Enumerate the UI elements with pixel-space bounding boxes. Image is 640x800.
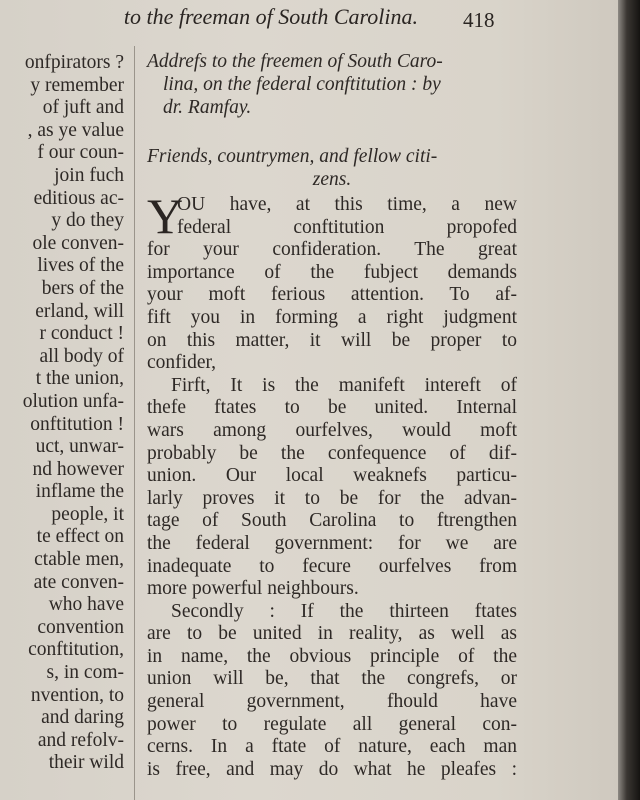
left-column-line: bers of the — [41, 277, 124, 299]
paragraph-1 — [147, 188, 517, 375]
paragraph-line: wars among ourfelves, would moft — [147, 419, 517, 441]
left-column-line: of juft and — [42, 97, 124, 119]
left-column-line: f our coun- — [37, 142, 124, 164]
paragraph-line: cerns. In a ftate of nature, each man — [147, 736, 517, 758]
paragraph-line: fift you in forming a right judgment — [147, 306, 517, 328]
left-column — [0, 52, 124, 775]
left-column-line: convention — [37, 616, 124, 638]
column-divider — [134, 46, 135, 800]
left-column-line: s, in com- — [46, 662, 124, 684]
left-column-line: lives of the — [37, 255, 124, 277]
paragraph-line: power to regulate all general con- — [147, 713, 517, 735]
left-column-line: people, it — [51, 503, 124, 525]
left-column-line: and refolv- — [37, 729, 124, 751]
paragraph-line: union. Our local weaknefs particu- — [147, 465, 517, 487]
paragraph-line: federal conftitution propofed — [177, 216, 517, 238]
paragraph-line: your moft ferious attention. To af- — [147, 284, 517, 306]
paragraph-line: for your confideration. The great — [147, 239, 517, 261]
article-column — [147, 50, 517, 781]
left-column-line: all body of — [39, 345, 124, 367]
left-column-line: onftitution ! — [30, 413, 124, 435]
paragraph-3 — [147, 601, 517, 782]
left-column-line: join fuch — [54, 164, 124, 186]
drop-cap: Y — [147, 188, 184, 244]
paragraph-line: more powerful neighbours. — [147, 578, 359, 600]
salutation-line: zens. — [312, 169, 352, 190]
left-column-line: conftitution, — [28, 639, 124, 661]
paragraph-line: is free, and may do what he pleafes : — [147, 758, 517, 780]
running-head: to the freeman of South Carolina. — [123, 4, 418, 29]
paragraph-2 — [147, 375, 517, 601]
article-title — [147, 50, 517, 119]
left-column-line: ole conven- — [32, 232, 124, 254]
paragraph-line: general government, fhould have — [147, 691, 517, 713]
left-column-line: and daring — [41, 707, 124, 729]
page-edge-shadow — [618, 0, 640, 800]
left-column-line: y do they — [51, 210, 124, 232]
left-column-line: ate conven- — [33, 571, 124, 593]
paragraph-line: union will be, that the congrefs, or — [147, 668, 517, 690]
left-column-line: uct, unwar- — [35, 436, 124, 458]
paragraph-line: tage of South Carolina to ftrengthen — [147, 510, 517, 532]
paragraph-line: thefe ftates to be united. Internal — [147, 397, 517, 419]
left-column-line: olution unfa- — [22, 390, 124, 412]
left-column-line: inflame the — [35, 481, 124, 503]
left-column-line: onfpirators ? — [24, 52, 124, 73]
salutation — [147, 145, 517, 191]
article-title-line: dr. Ramfay. — [163, 97, 252, 118]
paragraph-line: probably be the confequence of dif- — [147, 442, 517, 464]
page-number: 418 — [463, 8, 495, 32]
paragraph-line: confider, — [147, 352, 217, 374]
left-column-line: nd however — [32, 458, 124, 480]
paragraph-line: importance of the fubject demands — [147, 261, 517, 283]
paragraph-line: larly proves it to be for the advan- — [147, 487, 517, 509]
left-column-line: erland, will — [35, 300, 124, 322]
left-column-line: te effect on — [36, 526, 124, 548]
paragraph-line: the federal government: for we are — [147, 532, 517, 554]
left-column-line: who have — [48, 594, 124, 616]
article-title-line: lina, on the federal conftitution : by — [163, 74, 441, 95]
left-column-line: , as ye value — [27, 119, 124, 141]
paragraph-line: inadequate to fecure ourfelves from — [147, 555, 517, 577]
paragraph-line: Firft, It is the manifeft intereft of — [171, 374, 517, 396]
paragraph-line: OU have, at this time, a new — [177, 194, 517, 215]
left-column-line: t the union, — [35, 368, 124, 390]
left-column-line: nvention, to — [30, 684, 124, 706]
paragraph-line: Secondly : If the thirteen ftates — [171, 600, 517, 622]
left-column-line: r conduct ! — [39, 323, 124, 345]
left-column-line: ctable men, — [34, 549, 124, 571]
left-column-line: their wild — [48, 752, 124, 774]
left-column-line: y remember — [30, 74, 124, 96]
article-title-line: Addrefs to the freemen of South Caro- — [147, 51, 443, 72]
paragraph-line: on this matter, it will be proper to — [147, 329, 517, 351]
left-column-line: editious ac- — [33, 187, 124, 209]
paragraph-line: are to be united in reality, as well as — [147, 623, 517, 645]
salutation-line: Friends, countrymen, and fellow citi- — [147, 146, 438, 167]
paragraph-line: in name, the obvious principle of the — [147, 645, 517, 667]
